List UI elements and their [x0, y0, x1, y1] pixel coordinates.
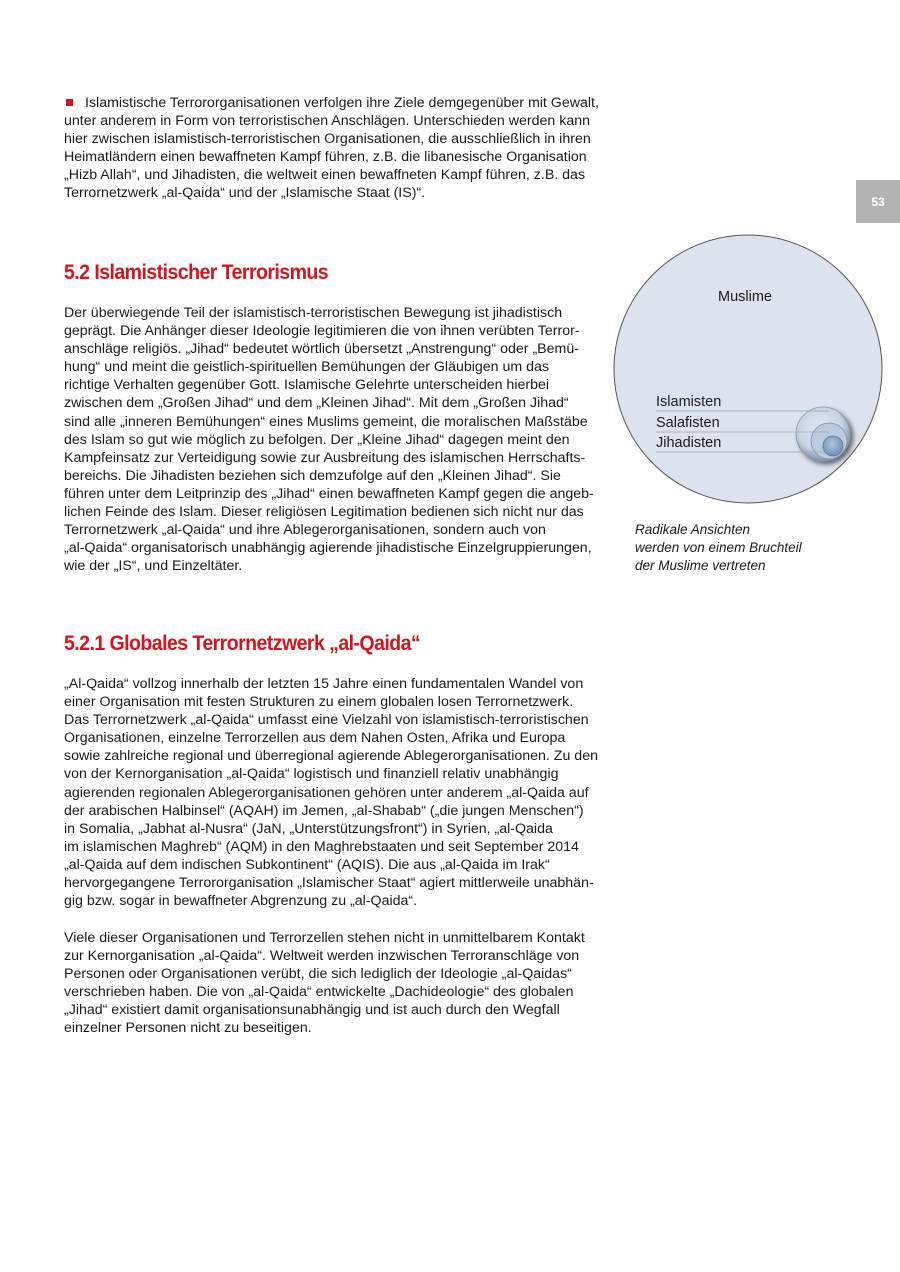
- paragraph-line: agierenden regionalen Ablegerorganisationen gehören unter anderem „al-Qaida auf: [64, 784, 589, 801]
- section-heading-5-2: 5.2 Islamistischer Terrorismus: [64, 261, 329, 284]
- section-5-2-1-paragraph-2: [64, 929, 624, 1038]
- paragraph-line: einer Organisation mit festen Strukturen zu einem globalen losen Terrornetzwerk.: [64, 694, 574, 711]
- paragraph-line: „Al-Qaida“ vollzog innerhalb der letzten 15 Jahre einen fundamentalen Wandel von: [64, 676, 584, 692]
- salafisten-label: Salafisten: [656, 415, 720, 431]
- intro-bullet-paragraph: [64, 94, 624, 203]
- muslime-label: Muslime: [718, 289, 772, 305]
- caption-line: werden von einem Bruchteil: [635, 540, 802, 555]
- paragraph-line: zwischen dem „Großen Jihad“ und dem „Kleinen Jihad“. Mit dem „Großen Jihad“: [64, 395, 569, 412]
- paragraph-line: bereichs. Die Jihadisten beziehen sich demzufolge auf den „Kleinen Jihad“. Sie: [64, 467, 561, 484]
- intro-line: unter anderem in Form von terroristischen Anschlägen. Unterschieden werden kann: [64, 113, 591, 130]
- paragraph-line: anschläge religiös. „Jihad“ bedeutet wörtlich übersetzt „Anstrengung“ oder „Bemü-: [64, 341, 579, 358]
- caption-line: Radikale Ansichten: [635, 522, 751, 537]
- paragraph-line: „al-Qaida auf dem indischen Subkontinent“ (AQIS). Die aus „al-Qaida im Irak“: [64, 856, 550, 873]
- paragraph-line: hervorgegangene Terrororganisation „Islamischer Staat“ agiert mittlerweile unabhän-: [64, 875, 594, 892]
- section-heading-5-2-1: 5.2.1 Globales Terrornetzwerk „al-Qaida“: [64, 632, 421, 655]
- paragraph-line: lichen Feinde des Islam. Dieser religiösen Legitimation bedienen sich nicht nur das: [64, 504, 584, 521]
- paragraph-line: Organisationen, einzelne Terrorzellen aus dem Nahen Osten, Afrika und Europa: [64, 730, 566, 747]
- paragraph-line: in Somalia, „Jabhat al-Nusra“ (JaN, „Unterstützungsfront“) in Syrien, „al-Qaida: [64, 820, 553, 837]
- intro-line-text: Islamistische Terrororganisationen verfolgen ihre Ziele demgegenüber mit Gewalt,: [85, 95, 599, 111]
- paragraph-line: sowie zahlreiche regional und überregional agierende Ablegerorganisationen. Zu den: [64, 748, 598, 765]
- diagram-caption: [635, 521, 845, 575]
- jihadisten-label: Jihadisten: [656, 435, 722, 451]
- intro-line: „Hizb Allah“, und Jihadisten, die weltweit einen bewaffneten Kampf führen, z.B. das: [64, 167, 586, 184]
- paragraph-line: zur Kernorganisation „al-Qaida“. Weltweit werden inzwischen Terroranschläge von: [64, 948, 580, 965]
- paragraph-line: des Islam so gut wie möglich zu befolgen. Der „Kleine Jihad“ dagegen meint den: [64, 431, 570, 448]
- caption-line: der Muslime vertreten: [635, 558, 766, 573]
- paragraph-line: führen unter dem Leitprinzip des „Jihad“ einen bewaffneten Kampf gegen die angeb-: [64, 485, 594, 502]
- bullet-square-icon: [66, 99, 73, 106]
- paragraph-line: sind alle „inneren Bemühungen“ eines Muslims gemeint, die moralischen Maßstäbe: [64, 413, 588, 430]
- page-number: 53: [856, 180, 900, 223]
- muslime-circle: [614, 235, 882, 503]
- paragraph-line: verschrieben haben. Die von „al-Qaida“ entwickelte „Dachideologie“ des globalen: [64, 984, 574, 1001]
- paragraph-line: der arabischen Halbinsel“ (AQAH) im Jemen, „al-Shabab“ („die jungen Menschen“): [64, 802, 584, 819]
- paragraph-line: hung“ und meint die geistlich-spirituellen Bemühungen der Gläubigen um das: [64, 359, 550, 376]
- paragraph-line: geprägt. Die Anhänger dieser Ideologie legitimieren die von ihnen verübten Terror-: [64, 323, 580, 340]
- paragraph-line: richtige Verhalten gegenüber Gott. Islamische Gelehrte unterscheiden hierbei: [64, 377, 550, 394]
- paragraph-line: Terrornetzwerk „al-Qaida“ und ihre Ablegerorganisationen, sondern auch von: [64, 522, 546, 539]
- paragraph-line: Personen oder Organisationen verübt, die sich lediglich der Ideologie „al-Qaidas“: [64, 966, 572, 983]
- intro-line: Heimatländern einen bewaffneten Kampf führen, z.B. die libanesische Organisation: [64, 149, 587, 166]
- paragraph-line: gig bzw. sogar in bewaffneter Abgrenzung zu „al-Qaida“.: [64, 893, 418, 910]
- paragraph-line: im islamischen Maghreb“ (AQM) in den Maghrebstaaten und seit September 2014: [64, 838, 579, 855]
- paragraph-line: „al-Qaida“ organisatorisch unabhängig agierende jihadistische Einzelgruppierungen,: [64, 540, 592, 557]
- paragraph-line: von der Kernorganisation „al-Qaida“ logistisch und finanziell relativ unabhängig: [64, 766, 559, 783]
- paragraph-line: „Jihad“ existiert damit organisationsunabhängig und ist auch durch den Wegfall: [64, 1002, 560, 1019]
- paragraph-line: Kampfeinsatz zur Verteidigung sowie zur Ausbreitung des islamischen Herrschafts-: [64, 449, 586, 466]
- paragraph-line: wie der „IS“, und Einzeltäter.: [64, 558, 243, 575]
- section-5-2-1-paragraph-1: [64, 675, 624, 910]
- paragraph-line: Der überwiegende Teil der islamistisch-terroristischen Bewegung ist jihadistisch: [64, 305, 563, 321]
- muslims-circle-diagram: [610, 230, 890, 510]
- intro-line: Terrornetzwerk „al-Qaida“ und der „Islamische Staat (IS)“.: [64, 185, 426, 202]
- intro-line: hier zwischen islamistisch-terroristischen Organisationen, die ausschließlich in ihren: [64, 131, 591, 148]
- paragraph-line: Das Terrornetzwerk „al-Qaida“ umfasst eine Vielzahl von islamistisch-terroristischen: [64, 712, 589, 729]
- intro-line: [64, 94, 624, 112]
- section-5-2-paragraph: [64, 304, 624, 575]
- paragraph-line: Viele dieser Organisationen und Terrorzellen stehen nicht in unmittelbarem Kontakt: [64, 930, 585, 946]
- paragraph-line: einzelner Personen nicht zu beseitigen.: [64, 1020, 312, 1037]
- jihadisten-circle: [823, 436, 843, 456]
- islamisten-label: Islamisten: [656, 394, 722, 410]
